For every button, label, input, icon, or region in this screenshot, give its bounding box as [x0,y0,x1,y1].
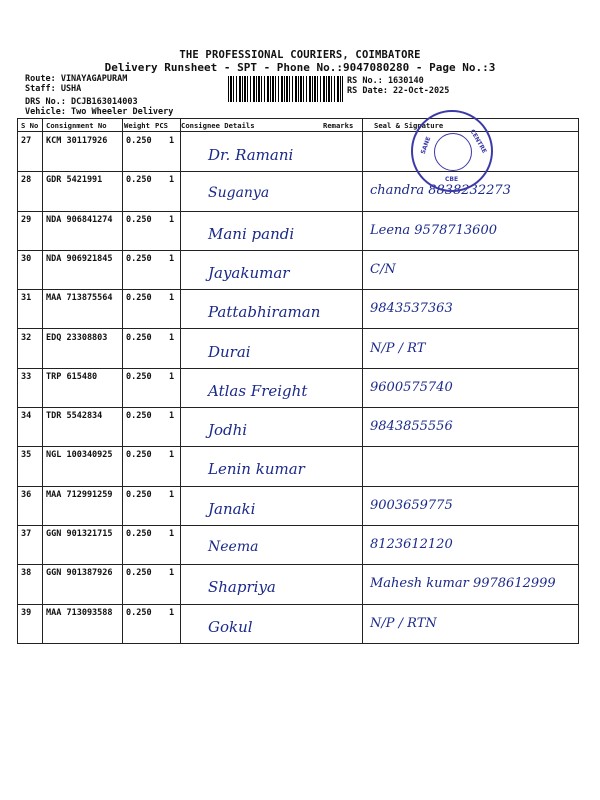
header-seal: Seal & Signature [374,121,444,130]
signature-handwritten: 9600575740 [370,379,453,395]
weight: 0.250 [126,489,152,500]
consignee-handwritten: Gokul [208,617,253,636]
route: Route: VINAYAGAPURAM [25,74,128,84]
weight: 0.250 [126,332,152,343]
sno: 29 [21,214,32,225]
table-row [18,486,578,526]
pcs: 1 [169,450,175,461]
pcs: 1 [169,371,175,382]
table-row [18,250,578,290]
consignee-handwritten: Janaki [208,499,256,518]
pcs: 1 [169,253,175,264]
stamp-text-left: SANE [419,135,433,156]
pcs: 1 [169,175,175,186]
sno: 38 [21,568,32,579]
consignment-number: EDQ 23308803 [46,332,108,343]
signature-handwritten: 8123612120 [370,537,453,552]
signature-handwritten: 9843537363 [370,301,453,317]
delivery-table [17,118,579,644]
table-row [18,407,578,447]
consignment-number: GGN 901387926 [46,568,113,579]
runsheet-subtitle: Delivery Runsheet - SPT - Phone No.:9047080280 - Page No.:3 [104,61,496,74]
consignee-handwritten: Atlas Freight [208,381,308,400]
sno: 30 [21,253,32,264]
sno: 37 [21,529,32,539]
stamp-text-right: CENTRE [468,128,488,155]
consignment-number: MAA 713093588 [46,607,113,618]
consignee-handwritten: Jodhi [208,421,248,440]
weight: 0.250 [126,371,152,382]
sno: 35 [21,450,32,461]
courier-seal-stamp [411,110,493,192]
consignment-number: NGL 100340925 [46,450,113,461]
sno: 27 [21,136,32,146]
pcs: 1 [169,136,175,146]
pcs: 1 [169,332,175,343]
rs-date: RS Date: 22-Oct-2025 [347,86,450,96]
consignee-handwritten: Pattabhiraman [208,303,321,322]
header-weight: Weight [124,121,150,130]
stamp-text-bottom: CBE [445,176,459,183]
consignment-number: TRP 615480 [46,371,98,382]
consignment-number: TDR 5542834 [46,411,103,422]
header-pcs: PCS [155,121,168,130]
signature-handwritten: Mahesh kumar 9978612999 [370,576,556,592]
signature-handwritten: C/N [370,261,396,277]
table-row [18,368,578,408]
weight: 0.250 [126,175,152,186]
pcs: 1 [169,214,175,225]
sno: 34 [21,411,32,422]
consignee-handwritten: Lenin kumar [208,460,305,479]
consignee-handwritten: Shapriya [208,578,276,597]
weight: 0.250 [126,411,152,422]
sno: 28 [21,175,32,186]
signature-handwritten: Leena 9578713600 [370,222,497,238]
runsheet-meta-right [347,76,449,96]
sno: 32 [21,332,32,343]
table-row [18,211,578,251]
table-row [18,289,578,329]
pcs: 1 [169,489,175,500]
signature-handwritten: N/P / RT [370,340,426,356]
weight: 0.250 [126,293,152,304]
table-row [18,446,578,486]
pcs: 1 [169,411,175,422]
table-row [18,525,578,565]
weight: 0.250 [126,568,152,579]
table-row [18,604,578,643]
consignment-number: KCM 30117926 [46,136,108,146]
signature-handwritten: 9843855556 [370,419,453,435]
signature-handwritten: 9003659775 [370,497,453,513]
vehicle: Vehicle: Two Wheeler Delivery [25,107,174,117]
table-row [18,171,578,211]
pcs: 1 [169,293,175,304]
barcode [228,76,343,102]
sno: 33 [21,371,32,382]
sno: 31 [21,293,32,304]
header-consignee: Consignee Details [181,121,255,130]
weight: 0.250 [126,253,152,264]
runsheet-meta-left [25,74,173,117]
consignee-handwritten: Durai [208,342,251,361]
consignment-number: MAA 712991259 [46,489,113,500]
signature-handwritten: N/P / RTN [370,615,437,631]
consignment-number: NDA 906921845 [46,253,113,264]
sno: 39 [21,607,32,618]
weight: 0.250 [126,136,152,146]
pcs: 1 [169,568,175,579]
header-sno: S No [21,121,39,130]
weight: 0.250 [126,450,152,461]
drs-number: DRS No.: DCJB163014003 [25,97,138,107]
consignment-number: GDR 5421991 [46,175,103,186]
header-remarks: Remarks [323,121,354,130]
rs-number: RS No.: 1630140 [347,76,424,86]
consignee-handwritten: Jayakumar [208,263,290,282]
table-row [18,329,578,369]
consignee-handwritten: Mani pandi [208,224,295,243]
consignee-handwritten: Suganya [208,185,270,202]
sno: 36 [21,489,32,500]
stamp-signature [434,133,472,171]
consignment-number: GGN 901321715 [46,529,113,539]
signature-handwritten: chandra 8838232273 [370,183,511,199]
staff: Staff: USHA [25,84,82,94]
table-header [18,119,578,132]
header-consignment: Consignment No [46,121,107,130]
consignee-handwritten: Dr. Ramani [208,146,294,164]
table-row [18,564,578,604]
weight: 0.250 [126,529,152,539]
company-name: THE PROFESSIONAL COURIERS, COIMBATORE [179,49,421,61]
table-row [18,132,578,172]
consignee-handwritten: Neema [208,539,259,555]
consignment-number: NDA 906841274 [46,214,113,225]
weight: 0.250 [126,607,152,618]
pcs: 1 [169,607,175,618]
weight: 0.250 [126,214,152,225]
consignment-number: MAA 713875564 [46,293,113,304]
pcs: 1 [169,529,175,539]
